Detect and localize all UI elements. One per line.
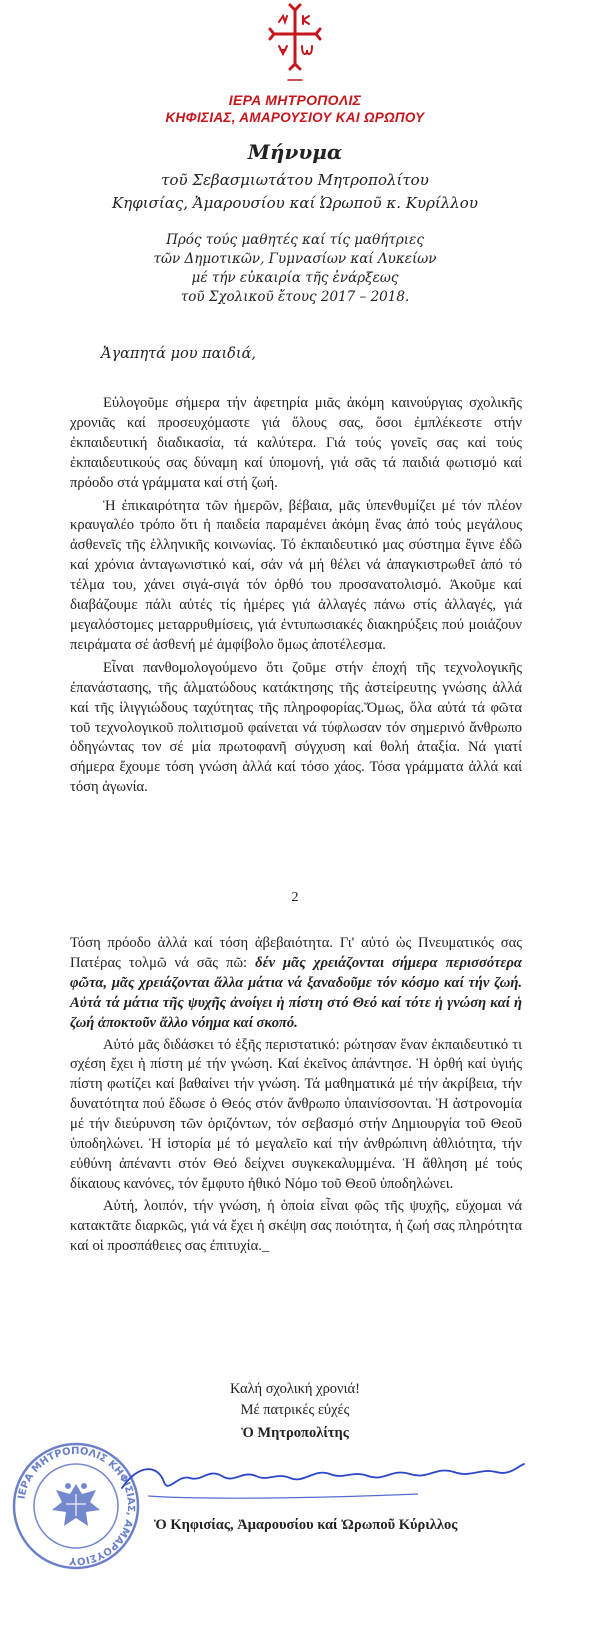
subtitle-line1: τοῦ Σεβασμιωτάτου Μητροπολίτου	[161, 171, 429, 189]
paragraph-education: Ἡ ἐπικαιρότητα τῶν ἡμερῶν, βέβαια, μᾶς ὑπενθυμίζει μέ τόν πλέον κραυγαλέο τρόπο ὅτι ἡ παιδεία παραμένει ἀκόμη ἕνας ἀπό τούς μεγάλους ἀσθενεῖς τῆς ἑλληνικῆς κοινωνίας. Τό ἐκπαιδευτικό μας σύστημα ἔγινε ἐδῶ καί χρόνια ἀνταγωνιστικό καί, σάν νά μή θέλει νά ἀπαγκιστρωθεῖ ἀπό τό τέλμα του, χάνει σιγά-σιγά τόν ὀρθό του προσανατολισμό. Ἀκοῦμε καί διαβάζουμε πάλι αὐτές τίς ἡμέρες γιά ἀλλαγές πάνω στίς ἀλλαγές, γιά μεγαλόστομες μεταρρυθμίσεις, γιά ἐντυπωσιακές διακηρύξεις πού μοιάζουν πειράματα σέ ἀσθενή μέ ἀμφίβολο ὅμως ἀποτέλεσμα.	[70, 497, 522, 653]
recipients-line4: τοῦ Σχολικοῦ ἔτους 2017 – 2018.	[180, 289, 410, 305]
paragraph-anecdote: Αὐτό μᾶς διδάσκει τό ἑξῆς περιστατικό: ρώτησαν ἕναν ἐκπαιδευτικό τι σχέση ἔχει ἡ πίστη μέ τήν γνώση. Καί ἐκεῖνος ἀπάντησε. Ἡ ὀρθή καί ὑγιής πίστη φωτίζει καί βαθαίνει τήν γνώση. Τά μαθηματικά μέ τήν ἀκρίβεια, τήν δυνατότητα πού ἔδωσε ὁ Θεός στόν ἄνθρωπο ὑπαινίσσονται. Ἡ ἀστρονομία μέ τήν διεύρυνση τῶν ὁριζόντων, τόν σεβασμό στήν Δημιουργία τοῦ Θεοῦ ὑποδηλώνει. Ἡ ἱστορία μέ τό μεγαλεῖο καί τήν ἀνθρώπινη ἀθλιότητα, τήν εὐθύνη ἀπέναντι στόν Θεό δείχνει συγκεκαλυμμένα. Ἡ ἄθληση μέ τούς δίκαιους κανόνες, τόν ἔμφυτο ἠθικό Νόμο τοῦ Θεοῦ ὑποδηλώνει.	[70, 1036, 522, 1192]
recipients-line2: τῶν Δημοτικῶν, Γυμνασίων καί Λυκείων	[153, 251, 437, 267]
paragraph-faith-emphasis: δέν μᾶς χρειάζονται σήμερα περισσότερα φῶτα, μᾶς χρειάζονται ἄλλα μάτια νά ξαναδοῦμε τόν κόσμο καί τήν ζωή. Αὐτά τά μάτια τῆς ψυχῆς ἀνοίγει ἡ πίστη στό Θεό καί τότε ἡ γνώση καί ἡ ζωή ἀποκτοῦν ἄλλο νόημα καί σκοπό.	[70, 954, 522, 1031]
paragraph-faith	[70, 934, 522, 1034]
closing-title: Ὁ Μητροπολίτης	[241, 1425, 349, 1441]
closing-greetings: Μέ πατρικές εὐχές	[240, 1402, 350, 1418]
svg-text:ΙΕΡΑ ΜΗΤΡΟΠΟΛΙΣ ΚΗΦΙΣΙΑΣ, ΑΜΑΡ: ΙΕΡΑ ΜΗΤΡΟΠΟΛΙΣ ΚΗΦΙΣΙΑΣ, ΑΜΑΡΟΥΣΙΟΥ	[16, 1445, 137, 1567]
closing-wish: Καλή σχολική χρονιά!	[230, 1381, 360, 1397]
chi-rho-cross-emblem-icon	[266, 2, 324, 90]
recipients-line1: Πρός τούς μαθητές καί τίς μαθήτριες	[166, 232, 424, 248]
paragraph-blessing: Εὐλογοῦμε σήμερα τήν ἀφετηρία μιᾶς ἀκόμη καινούργιας σχολικῆς χρονιᾶς καί προσευχόμαστε γιά ὅλους σας, ὅσοι ἐμπλέκεστε στήν ἐκπαιδευτική διαδικασία, τά καλύτερα. Γιά τούς γονεῖς σας καί τούς ἐκπαιδευτικούς σας δύναμη καί ὑπομονή, γιά σᾶς τά παιδιά φωτισμό καί πρόοδο στά γράμματα καί στή ζωή.	[70, 395, 522, 491]
paragraph-technology: Εἶναι πανθομολογούμενο ὅτι ζοῦμε στήν ἐποχή τῆς τεχνολογικῆς ἐπανάστασης, τῆς ἁλματώδους κατάκτησης τῆς ἀστείρευτης γνώσης ἀλλά καί τῆς ἰλιγγιώδους ταχύτητας τῆς πληροφορίας.Ὅμως, ὅλα αὐτά τά φῶτα τοῦ τεχνολογικοῦ πολιτισμοῦ φαίνεται νά τύφλωσαν τόν σημερινό ἄνθρωπο ὁδηγώντας τον σέ μία πρωτοφανῆ σύγχυση καί θολή ἀταξία. Νά γιατί σήμερα ἔχουμε τόση γνώση ἀλλά καί τόσο χάος. Τόσα γράμματα ἀλλά καί τόση ἀγωνία.	[70, 659, 522, 796]
handwritten-signature	[118, 1454, 528, 1504]
page-number: 2	[291, 890, 299, 905]
signatory-name: Ὁ Κηφισίας, Ἀμαρουσίου καί Ὠρωποῦ Κύριλλος	[154, 1517, 458, 1533]
subtitle-line2: Κηφισίας, Ἀμαρουσίου καί Ὠρωποῦ κ. Κυρίλλου	[112, 194, 478, 212]
letter-body-page2	[70, 934, 522, 1259]
letter-title: Μήνυμα	[247, 140, 343, 164]
recipients-line3: μέ τήν εὐκαιρία τῆς ἐνάρξεως	[191, 270, 399, 286]
paragraph-faith-intro: Τόση πρόοδο ἀλλά καί τόση ἀβεβαιότητα. Γι' αὐτό ὡς Πνευματικός σας Πατέρας τολμῶ νά σᾶς πῶ:	[70, 935, 522, 971]
greeting: Ἀγαπητά μου παιδιά,	[101, 346, 256, 362]
paragraph-wish: Αὐτή, λοιπόν, τήν γνώση, ἡ ὁποία εἶναι φῶς τῆς ψυχῆς, εὔχομαι νά κατακτᾶτε διαρκῶς, γιά νά ἔχει ἡ σκέψη σας ποιότητα, ἡ ζωή σας πληρότητα καί οἱ προσπάθειες σας ἐπιτυχία._	[70, 1197, 522, 1254]
diocese-name-line2: ΚΗΦΙΣΙΑΣ, ΑΜΑΡΟΥΣΙΟΥ ΚΑΙ ΩΡΩΠΟΥ	[165, 110, 425, 125]
letter-body-page1	[70, 394, 522, 801]
diocese-name-line1: ΙΕΡΑ ΜΗΤΡΟΠΟΛΙΣ	[228, 92, 362, 108]
